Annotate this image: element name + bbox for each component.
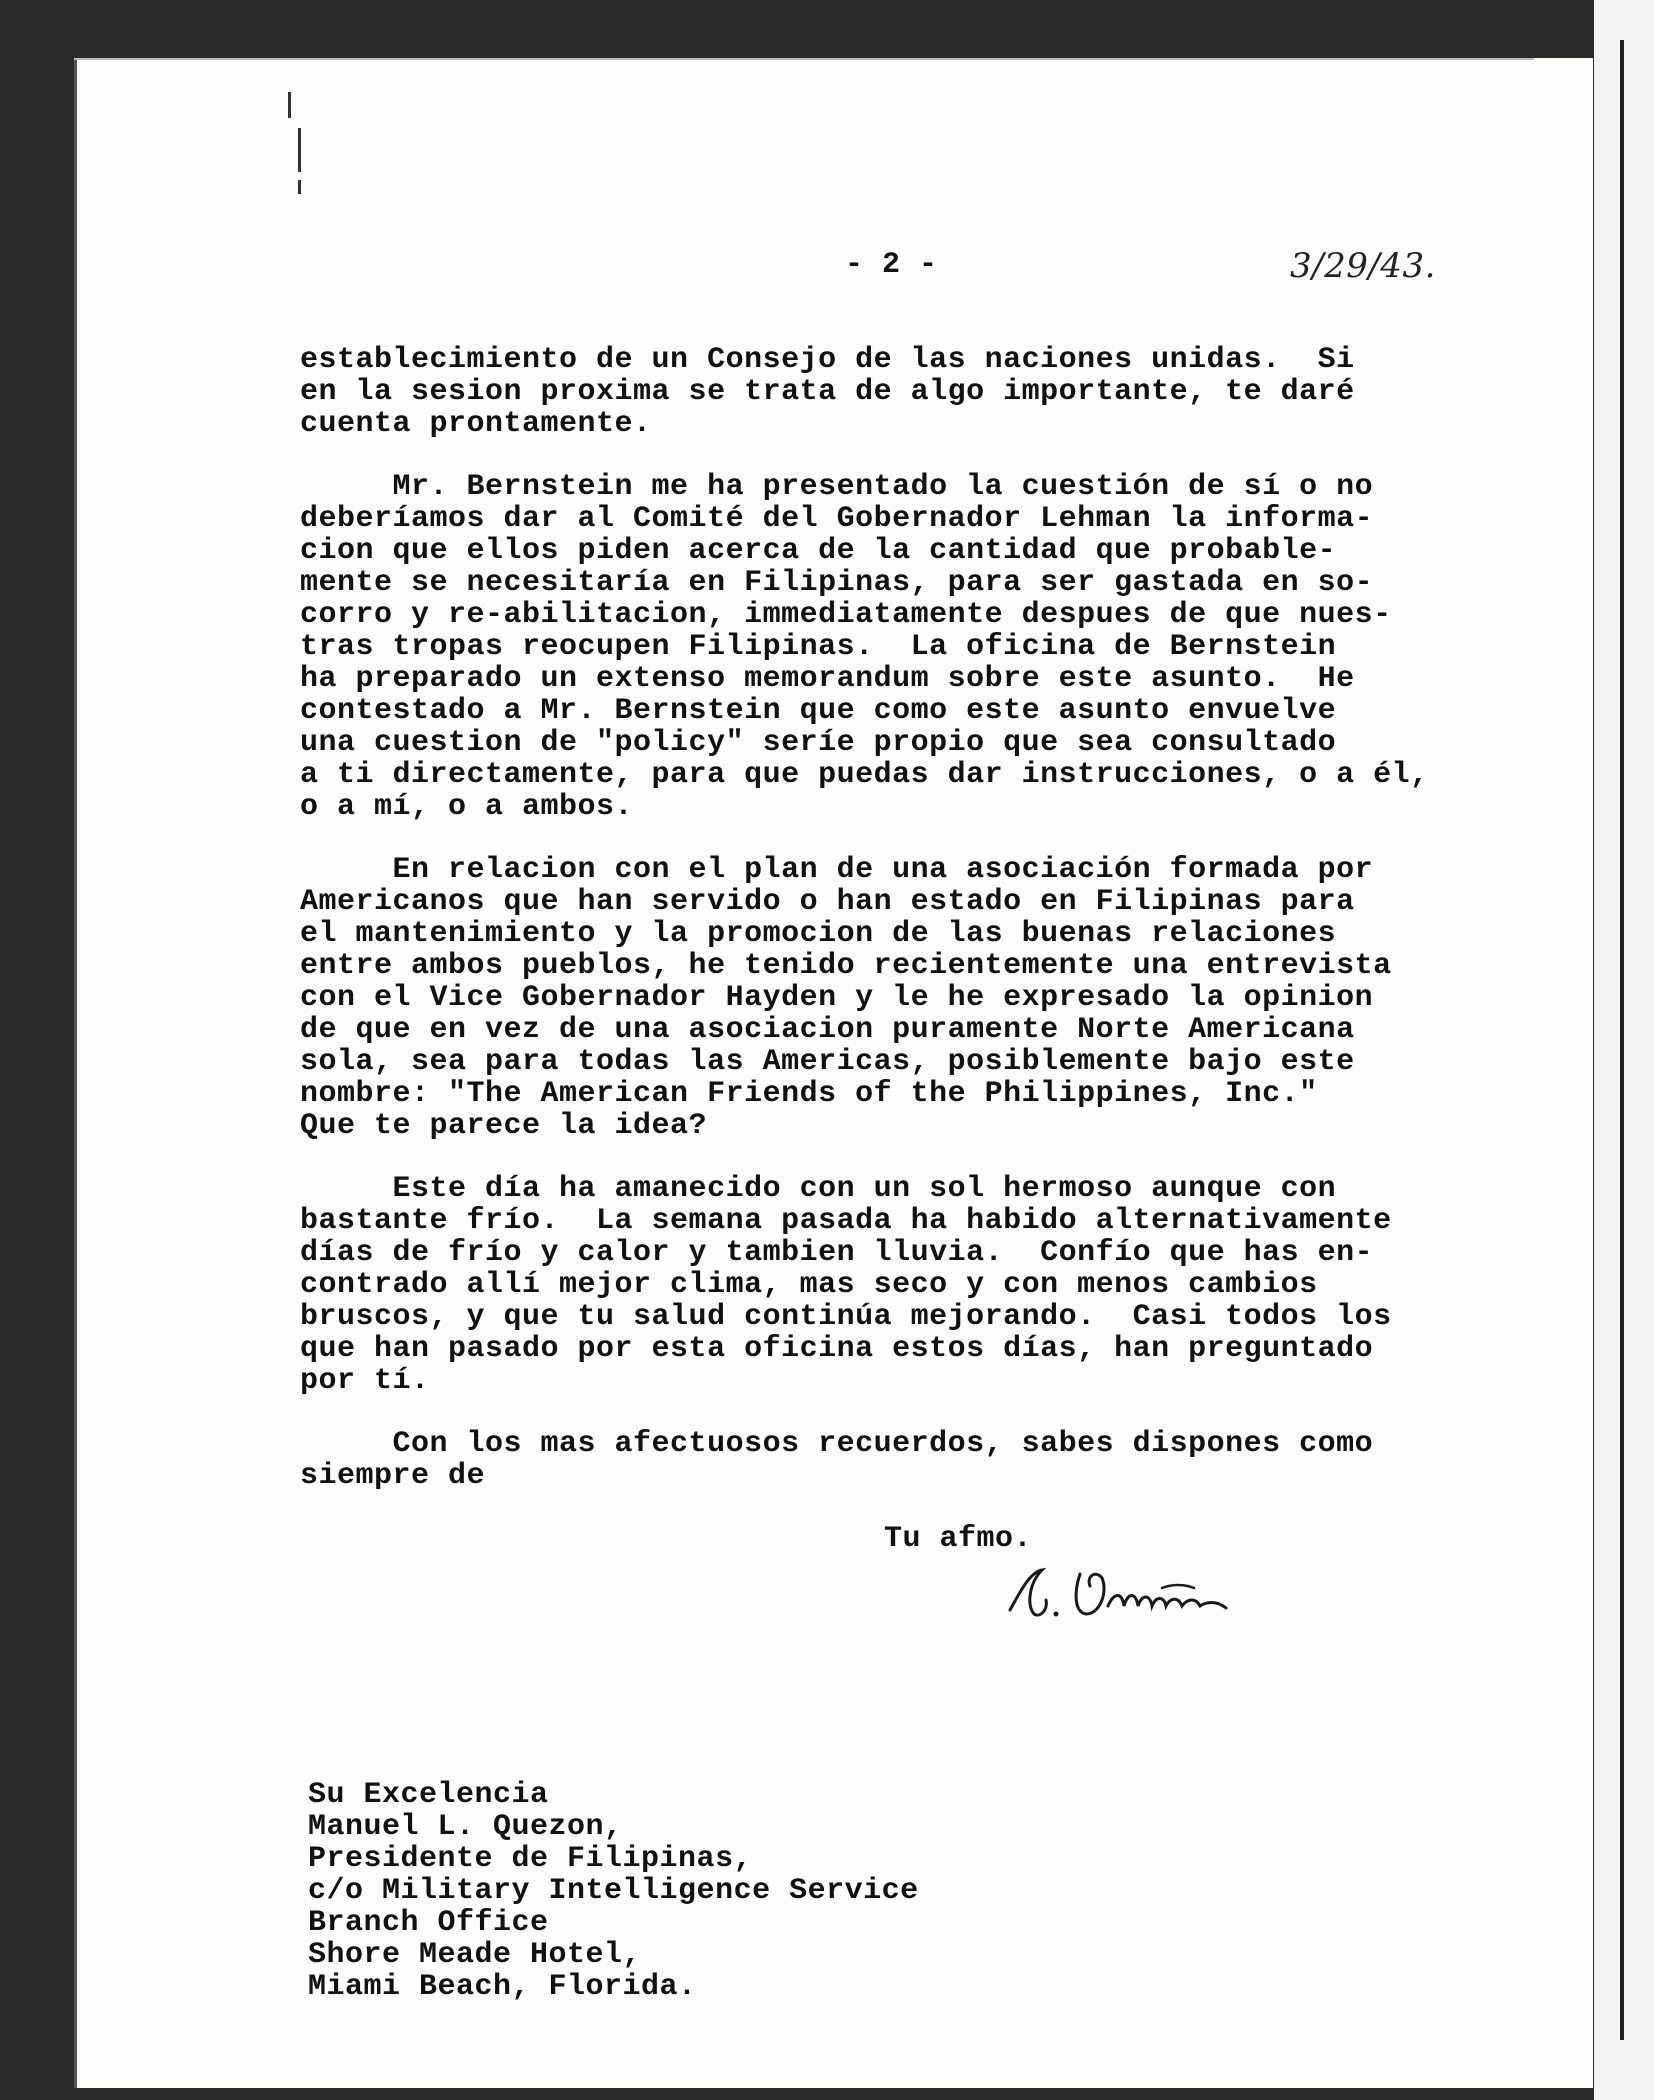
address-line: Manuel L. Quezon, (308, 1810, 623, 1844)
address-line: Presidente de Filipinas, (308, 1842, 753, 1876)
text-line: Este día ha amanecido con un sol hermoso aunque con (300, 1172, 1337, 1206)
text-line: a ti directamente, para que puedas dar instrucciones, o a él, (300, 758, 1429, 792)
address-line: Branch Office (308, 1906, 549, 1940)
page-top-edge (74, 58, 1534, 60)
text-line: o a mí, o a ambos. (300, 790, 634, 824)
text-line: bastante frío. La semana pasada ha habido alternativamente (300, 1204, 1392, 1238)
text-line: Con los mas afectuosos recuerdos, sabes dispones como (300, 1427, 1374, 1461)
text-line: sola, sea para todas las Americas, posiblemente bajo este (300, 1045, 1355, 1079)
text-line: Americanos que han servido o han estado en Filipinas para (300, 885, 1355, 919)
text-line: cion que ellos piden acerca de la cantidad que probable- (300, 534, 1337, 568)
text-line: deberíamos dar al Comité del Gobernador Lehman la informa- (300, 502, 1374, 536)
address-line: Shore Meade Hotel, (308, 1938, 642, 1972)
text-line: de que en vez de una asociacion puramente Norte Americana (300, 1013, 1355, 1047)
text-line: mente se necesitaría en Filipinas, para ser gastada en so- (300, 566, 1374, 600)
text-line: con el Vice Gobernador Hayden y le he expresado la opinion (300, 981, 1374, 1015)
text-line: entre ambos pueblos, he tenido recientemente una entrevista (300, 949, 1392, 983)
binding-marks (288, 92, 318, 202)
text-line: bruscos, y que tu salud continúa mejorando. Casi todos los (300, 1300, 1392, 1334)
text-line: nombre: "The American Friends of the Philippines, Inc." (300, 1077, 1318, 1111)
text-line: cuenta prontamente. (300, 407, 652, 441)
signature-image (990, 1552, 1260, 1632)
page-right-margin (1594, 0, 1654, 2100)
text-line: corro y re-abilitacion, immediatamente despues de que nues- (300, 598, 1392, 632)
text-line: tras tropas reocupen Filipinas. La oficina de Bernstein (300, 630, 1337, 664)
text-line: Que te parece la idea? (300, 1109, 708, 1143)
text-line: el mantenimiento y la promocion de las buenas relaciones (300, 917, 1337, 951)
text-line: días de frío y calor y tambien lluvia. Confío que has en- (300, 1236, 1374, 1270)
closing: Tu afmo. (884, 1522, 1033, 1556)
text-line: que han pasado por esta oficina estos días, han preguntado (300, 1332, 1374, 1366)
address-line: Su Excelencia (308, 1778, 549, 1812)
address-line: Miami Beach, Florida. (308, 1970, 697, 2004)
text-line: en la sesion proxima se trata de algo importante, te daré (300, 375, 1355, 409)
text-line: Mr. Bernstein me ha presentado la cuestión de sí o no (300, 470, 1374, 504)
text-line: En relacion con el plan de una asociación formada por (300, 853, 1374, 887)
text-line: siempre de (300, 1459, 486, 1493)
text-line: ha preparado un extenso memorandum sobre este asunto. He (300, 662, 1355, 696)
address-line: c/o Military Intelligence Service (308, 1874, 919, 1908)
page-number: - 2 - (845, 248, 938, 282)
text-line: contrado allí mejor clima, mas seco y con menos cambios (300, 1268, 1318, 1302)
binding-line (1620, 40, 1624, 2040)
text-line: establecimiento de un Consejo de las naciones unidas. Si (300, 343, 1355, 377)
text-line: por tí. (300, 1364, 430, 1398)
text-line: una cuestion de "policy" seríe propio que sea consultado (300, 726, 1337, 760)
text-line: contestado a Mr. Bernstein que como este asunto envuelve (300, 694, 1337, 728)
letter-date: 3/29/43. (1290, 246, 1436, 286)
